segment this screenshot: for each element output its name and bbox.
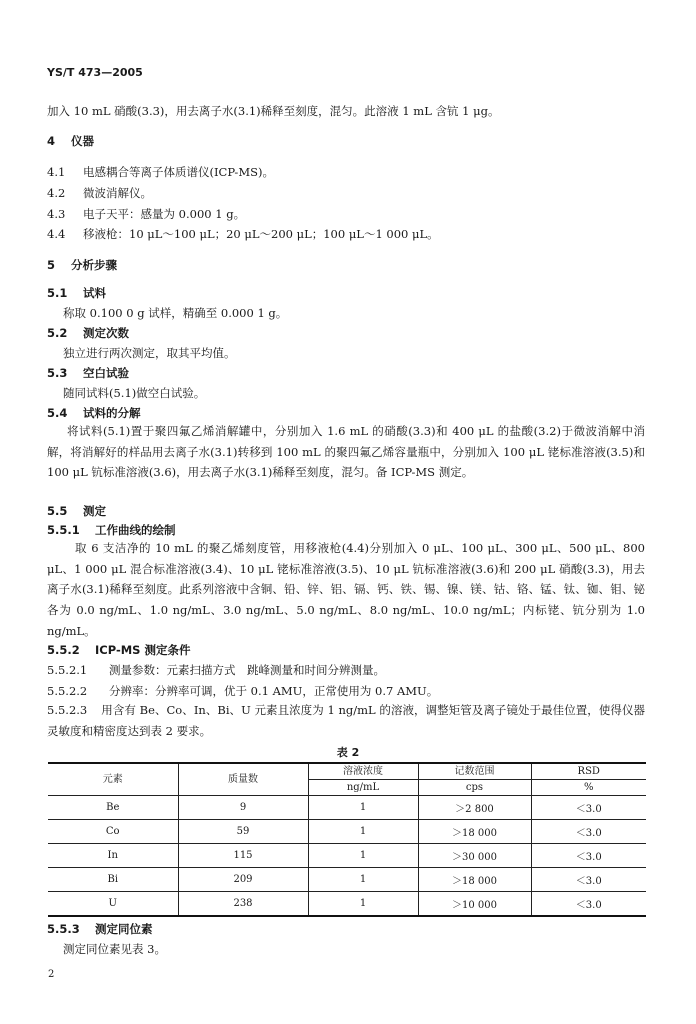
table-row	[48, 796, 646, 820]
clause-5-5-heading	[47, 503, 106, 519]
section-title: 仪器	[71, 134, 95, 148]
cell-count: ＞2 800	[418, 796, 531, 820]
clause-5-4-heading	[47, 405, 141, 421]
clause-title: ICP-MS 测定条件	[95, 643, 191, 657]
clause-5-2-body: 独立进行两次测定，取其平均值。	[63, 346, 236, 360]
clause-title: 测定同位素	[95, 922, 153, 936]
page-number: 2	[48, 969, 55, 980]
section-5-heading	[47, 257, 117, 273]
standard-header: YS/T 473—2005	[47, 66, 143, 79]
clause-number: 5.5.2	[47, 643, 80, 657]
cell-element: Be	[48, 796, 178, 820]
clause-text: 用含有 Be、Co、In、Bi、U 元素且浓度为 1 ng/mL 的溶液，调整矩管及离子镜处于最佳位置，使得仪器灵敏度和精密度达到表 2 要求。	[47, 703, 645, 738]
clause-4-3	[47, 206, 245, 222]
clause-number: 5.5.3	[47, 922, 80, 936]
cell-conc: 1	[308, 892, 418, 917]
table-row	[48, 892, 646, 917]
clause-5-1-body: 称取 0.100 0 g 试样，精确至 0.000 1 g。	[63, 306, 288, 320]
header-element: 元素	[48, 763, 178, 796]
clause-number: 4.1	[47, 165, 66, 179]
clause-number: 5.3	[47, 366, 68, 380]
header-conc: 溶液浓度	[308, 763, 418, 780]
table-row	[48, 844, 646, 868]
clause-4-4	[47, 226, 439, 242]
cell-rsd: ＜3.0	[531, 892, 646, 917]
cell-element: Co	[48, 820, 178, 844]
clause-number: 5.5.2.2	[47, 684, 88, 698]
clause-5-4-body: 将试料(5.1)置于聚四氟乙烯消解罐中，分别加入 1.6 mL 的硝酸(3.3)和 400 μL 的盐酸(3.2)于微波消解中消解，将消解好的样品用去离子水(3.1)转移到 100 mL 的聚四氟乙烯容量瓶中，分别加入 100 μL 铑标准溶液(3.5)和 100 μL 钪标准溶液(3.6)，用去离子水(3.1)稀释至刻度，混匀。备 ICP-MS 测定。	[47, 424, 645, 480]
clause-number: 5.5.2.1	[47, 663, 88, 677]
cell-element: In	[48, 844, 178, 868]
clause-number: 5.4	[47, 406, 68, 420]
clause-text: 电子天平：感量为 0.000 1 g。	[83, 207, 246, 221]
cell-conc: 1	[308, 844, 418, 868]
clause-5-5-1-body: 取 6 支洁净的 10 mL 的聚乙烯刻度管，用移液枪(4.4)分别加入 0 μL、100 μL、300 μL、500 μL、800 μL、1 000 μL 混合标准溶液(3.4)、10 μL 铑标准溶液(3.5)、10 μL 钪标准溶液(3.6)和 200 μL 硝酸(3.3)，用去离子水(3.1)稀释至刻度。此系列溶液中含铜、铅、锌、铝、镉、钙、铁、锡、镍、镁、钴、铬、锰、钛、铷、钼、铋各为 0.0 ng/mL、1.0 ng/mL、3.0 ng/mL、5.0 ng/mL、8.0 ng/mL、10.0 ng/mL；内标铑、钪分别为 1.0 ng/mL。	[47, 541, 645, 638]
cell-mass: 115	[178, 844, 308, 868]
cell-rsd: ＜3.0	[531, 796, 646, 820]
section-title: 分析步骤	[71, 258, 118, 272]
clause-text: 电感耦合等离子体质谱仪(ICP-MS)。	[83, 165, 274, 179]
clause-5-1-heading	[47, 285, 106, 301]
clause-title: 测定	[83, 504, 106, 518]
cell-count: ＞18 000	[418, 868, 531, 892]
section-number: 5	[47, 258, 56, 272]
cell-mass: 9	[178, 796, 308, 820]
table-2	[48, 762, 646, 917]
clause-5-5-2-heading	[47, 642, 190, 658]
cell-rsd: ＜3.0	[531, 844, 646, 868]
cell-mass: 238	[178, 892, 308, 917]
clause-text: 移液枪：10 μL～100 μL；20 μL～200 μL；100 μL～1 000 μL。	[83, 227, 439, 241]
clause-5-5-1-heading	[47, 522, 176, 538]
clause-5-5-3-body: 测定同位素见表 3。	[63, 942, 166, 956]
clause-number: 4.2	[47, 186, 66, 200]
header-mass: 质量数	[178, 763, 308, 796]
header-rsd: RSD	[531, 763, 646, 780]
header-count: 记数范围	[418, 763, 531, 780]
cell-conc: 1	[308, 820, 418, 844]
cell-element: U	[48, 892, 178, 917]
clause-5-5-2-3	[47, 700, 645, 741]
clause-number: 5.5.1	[47, 523, 80, 537]
cell-rsd: ＜3.0	[531, 820, 646, 844]
table-2-caption: 表 2	[336, 746, 360, 759]
clause-text: 测量参数：元素扫描方式 跳峰测量和时间分辨测量。	[109, 663, 385, 677]
clause-title: 工作曲线的绘制	[95, 523, 176, 537]
clause-5-5-3-heading	[47, 921, 153, 937]
clause-text: 分辨率：分辨率可调，优于 0.1 AMU，正常使用为 0.7 AMU。	[109, 684, 439, 698]
clause-title: 测定次数	[83, 326, 129, 340]
clause-title: 试料	[83, 286, 106, 300]
clause-text: 微波消解仪。	[83, 186, 152, 200]
clause-4-2	[47, 185, 152, 201]
header-rsd-unit: %	[531, 780, 646, 796]
cell-conc: 1	[308, 868, 418, 892]
clause-number: 5.2	[47, 326, 68, 340]
section-4-heading	[47, 133, 94, 149]
clause-5-5-2-1	[47, 662, 385, 678]
clause-title: 空白试验	[83, 366, 129, 380]
cell-mass: 59	[178, 820, 308, 844]
cell-count: ＞10 000	[418, 892, 531, 917]
intro-text: 加入 10 mL 硝酸(3.3)，用去离子水(3.1)稀释至刻度，混匀。此溶液 1 mL 含钪 1 μg。	[47, 104, 500, 118]
table-row	[48, 820, 646, 844]
clause-number: 5.1	[47, 286, 68, 300]
clause-number: 4.3	[47, 207, 66, 221]
clause-5-2-heading	[47, 325, 129, 341]
clause-5-3-body: 随同试料(5.1)做空白试验。	[63, 386, 206, 400]
cell-element: Bi	[48, 868, 178, 892]
clause-5-5-2-2	[47, 683, 438, 699]
cell-mass: 209	[178, 868, 308, 892]
header-count-unit: cps	[418, 780, 531, 796]
cell-conc: 1	[308, 796, 418, 820]
clause-number: 5.5	[47, 504, 68, 518]
cell-count: ＞18 000	[418, 820, 531, 844]
header-conc-unit: ng/mL	[308, 780, 418, 796]
cell-count: ＞30 000	[418, 844, 531, 868]
clause-title: 试料的分解	[83, 406, 141, 420]
clause-number: 5.5.2.3	[47, 703, 88, 717]
section-number: 4	[47, 134, 56, 148]
table-row	[48, 868, 646, 892]
clause-5-3-heading	[47, 365, 129, 381]
clause-4-1	[47, 164, 274, 180]
cell-rsd: ＜3.0	[531, 868, 646, 892]
clause-number: 4.4	[47, 227, 66, 241]
